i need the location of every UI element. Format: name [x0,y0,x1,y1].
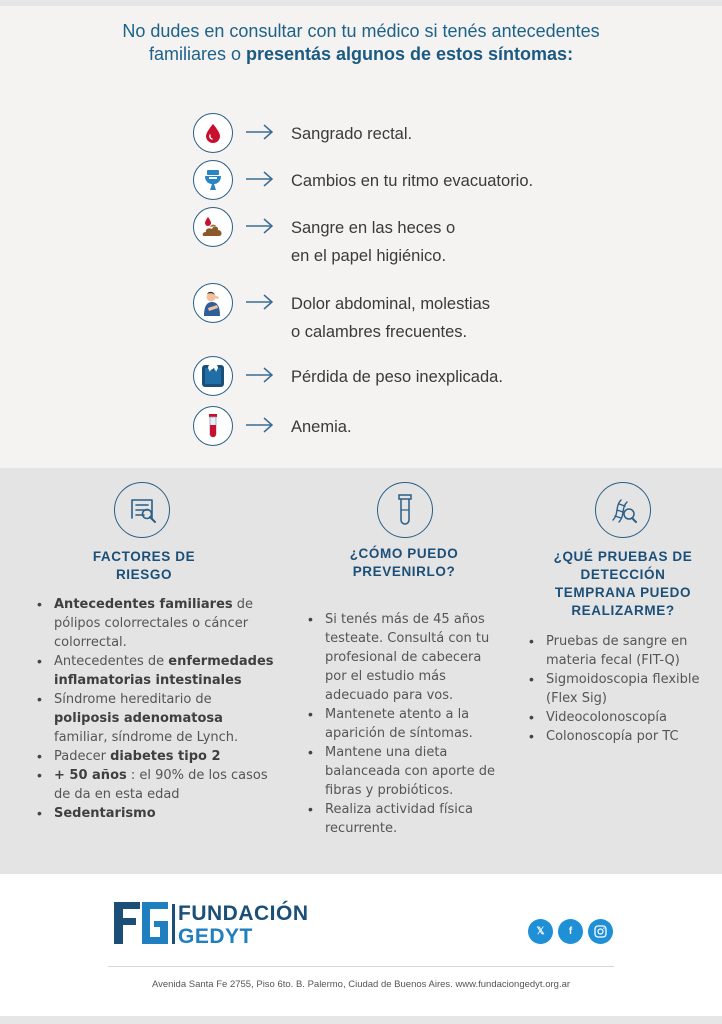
top-strip [0,0,722,6]
symptom-label: o calambres frecuentes. [291,323,468,341]
title-line: TEMPRANA PUEDO [554,585,692,600]
symptom-label: Sangre en las heces o [291,219,456,237]
logo-text-line1: FUNDACIÓN [178,902,309,925]
title-line: ¿QUÉ PRUEBAS DE [553,549,693,564]
tests-title [540,548,706,620]
symptom-label: Anemia. [291,418,352,436]
list-item: • Pruebas de sangre en materia fecal (FIT-Q) [526,632,716,670]
item-text: de pólipos colorrectales o cáncer colorrectal. [54,597,254,650]
list-item: • Colonoscopía por TC [526,727,716,746]
intestine-icon [114,482,170,538]
item-text: Síndrome hereditario de [54,692,212,707]
item-bold: diabetes tipo 2 [110,749,221,764]
tests-list [526,632,716,746]
list-item [34,690,274,747]
footer [0,874,722,1016]
instagram-glyph-icon [594,925,607,938]
scale-icon [193,356,233,396]
bottom-strip [0,1016,722,1024]
x-icon-glyph: 𝕏 [536,926,545,937]
heading-line2-bold: presentás algunos de estos síntomas: [245,44,574,64]
title-line: REALIZARME? [571,603,675,618]
item-bold: + 50 años [54,768,127,783]
item-text: Padecer [54,749,111,764]
risk-factors-title [64,548,224,584]
fg-logo-mark-icon [112,896,170,950]
list-item: • Videocolonoscopía [526,708,716,727]
abdominal-pain-icon [193,283,233,323]
list-item: • Mantene una dieta balanceada con aporte de fibras y probióticos. [305,743,505,800]
arrow-right-icon [245,170,275,188]
test-tube-outline-icon [377,482,433,538]
title-line: DETECCIÓN [580,567,666,582]
fundacion-gedyt-logo[interactable] [112,896,322,954]
list-item: • Mantenete atento a la aparición de síntomas. [305,705,505,743]
title-line: FACTORES DE [92,549,196,564]
title-line: RIESGO [115,567,173,582]
symptom-label: Dolor abdominal, molestias [291,295,491,313]
symptom-item [193,356,693,402]
item-bold: Sedentarismo [54,806,156,821]
facebook-icon[interactable] [558,919,583,944]
list-item [34,766,274,804]
arrow-right-icon [245,217,275,235]
arrow-right-icon [245,366,275,384]
symptom-item [193,160,693,206]
list-item: • Si tenés más de 45 años testeate. Consultá con tu profesional de cabecera por el estudio más adecuado para vos. [305,610,505,705]
list-item [34,652,274,690]
list-item: • Realiza actividad física recurrente. [305,800,505,838]
symptom-item [193,406,693,452]
facebook-icon-glyph: f [568,926,573,937]
title-line: PREVENIRLO? [352,564,456,579]
dna-magnifier-icon [595,482,651,538]
list-item [34,804,274,823]
arrow-right-icon [245,416,275,434]
risk-factors-list [34,595,274,823]
logo-divider [172,904,175,944]
toilet-icon [193,160,233,200]
symptom-label: Pérdida de peso inexplicada. [291,368,503,386]
logo-text-line2: GEDYT [178,925,253,948]
item-bold: poliposis adenomatosa [54,711,223,726]
instagram-icon[interactable] [588,919,613,944]
item-bold: Antecedentes familiares [54,597,233,612]
symptom-item [193,283,693,341]
symptom-label: Cambios en tu ritmo evacuatorio. [291,172,534,190]
item-text: Antecedentes de [54,654,169,669]
symptom-item [193,207,693,265]
item-text: familiar, síndrome de Lynch. [54,730,239,745]
prevention-title [324,545,484,581]
x-icon[interactable] [528,919,553,944]
item-text: : el 90% de los casos de da en esta edad [54,768,268,802]
blood-drop-icon [193,113,233,153]
address-text: Avenida Santa Fe 2755, Piso 6to. B. Palermo, Ciudad de Buenos Aires. www.fundaciongedyt.org.ar [151,979,571,990]
heading-line2 [40,43,682,66]
symptom-label: en el papel higiénico. [291,247,447,265]
symptom-item [193,113,693,159]
item-bold: enfermedades inflamatorias intestinales [54,654,274,688]
prevention-list [305,610,505,838]
page-heading [40,20,682,66]
footer-divider [108,966,614,967]
blood-stool-icon [193,207,233,247]
arrow-right-icon [245,293,275,311]
symptom-label: Sangrado rectal. [291,125,413,143]
test-tube-icon [193,406,233,446]
heading-line1: No dudes en consultar con tu médico si tenés antecedentes [122,21,600,41]
arrow-right-icon [245,123,275,141]
list-item: • Sigmoidoscopia flexible (Flex Sig) [526,670,716,708]
title-line: ¿CÓMO PUEDO [349,546,459,561]
list-item [34,747,274,766]
heading-line2-normal: familiares o [148,44,246,64]
list-item [34,595,274,652]
